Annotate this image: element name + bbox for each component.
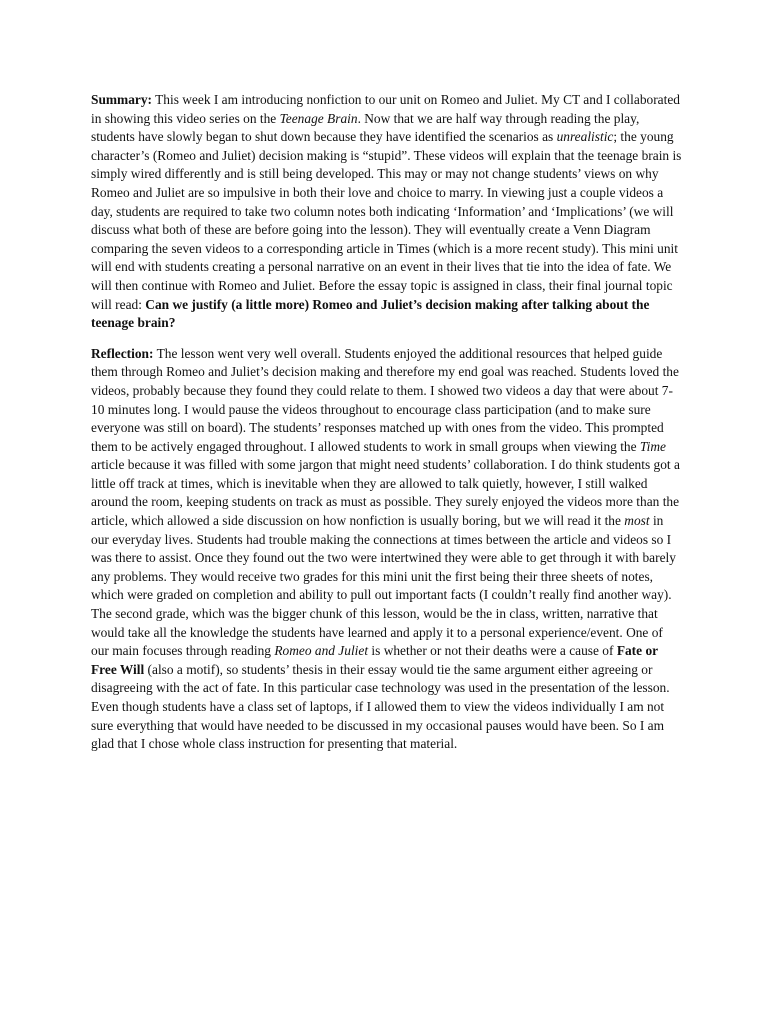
reflection-label: Reflection: (91, 345, 154, 361)
reflection-italic-romeo-and-juliet: Romeo and Juliet (274, 643, 369, 659)
document-body (91, 91, 683, 766)
summary-text-3: ; the young character’s (Romeo and Juliet) decision making is “stupid”. These videos will explain that the teenage brain is simply wired differently and is still being developed. This may or may not change students’ views on why Romeo and Juliet are so impulsive in both their love and choice to marry. In viewing just a couple videos a day, students are required to take two column notes both indicating ‘Information’ and ‘Implications’ (we will discuss what both of these are before going into the lesson). They will eventually create a Venn Diagram comparing the seven videos to a corresponding article in Times (which is a more recent study). This mini unit will end with students creating a personal narrative on an event in their lives that tie into the idea of fate. We will then continue with Romeo and Juliet. Before the essay topic is assigned in class, their final journal topic will read: (91, 129, 682, 312)
summary-text-2: . Now that we are half way through reading the play, students have slowly began to shut down because they have identified the scenarios as (91, 110, 640, 145)
summary-journal-question: Can we justify (a little more) Romeo and Juliet’s decision making after talking about the teenage brain? (91, 296, 650, 331)
summary-italic-unrealistic: unrealistic (556, 129, 614, 145)
reflection-text-5: (also a motif), so students’ thesis in their essay would tie the same argument either agreeing or disagreeing with the act of fate. In this particular case technology was used in the presentation of the lesson. Even though students have a class set of laptops, if I allowed them to view the videos individually I am not sure everything that would have needed to be discussed in my occasional pauses would have been. So I am glad that I chose whole class instruction for presenting that material. (91, 661, 670, 752)
reflection-italic-most: most (624, 513, 650, 529)
summary-paragraph (91, 91, 683, 333)
reflection-text-3: in our everyday lives. Students had trouble making the connections at times between the article and videos so I was there to assist. Once they found out the two were intertwined they were able to get through it with barely any problems. They would receive two grades for this mini unit the first being their three sheets of notes, which were graded on completion and ability to pull out important facts (I couldn’t really find another way). The second grade, which was the bigger chunk of this lesson, would be the in class, written, narrative that would take all the knowledge the students have learned and apply it to a personal experience/event. One of our main focuses through reading (91, 513, 676, 659)
reflection-text-1: The lesson went very well overall. Students enjoyed the additional resources that helped guide them through Romeo and Juliet’s decision making and therefore my end goal was reached. Students loved the videos, probably because they found they could relate to them. I showed two videos a day that were about 7-10 minutes long. I would pause the videos throughout to encourage class participation (and to make sure everyone was still on board). The students’ responses matched up with ones from the video. This prompted them to be actively engaged throughout. I allowed students to work in small groups when viewing the (91, 345, 679, 454)
reflection-paragraph (91, 345, 683, 754)
summary-italic-teenage-brain: Teenage Brain (279, 110, 358, 126)
summary-label: Summary: (91, 92, 152, 107)
reflection-bold-fate-or-free-will: Fate or Free Will (91, 643, 658, 677)
reflection-italic-time: Time (639, 438, 666, 454)
reflection-text-4: is whether or not their deaths were a cause of (368, 643, 617, 659)
reflection-text-2: article because it was filled with some jargon that might need students’ collaboration. I do think students got a little off track at times, which is inevitable when they are allowed to talk quietly, however, I still walked around the room, keeping students on track as must as possible. They surely enjoyed the videos more than the article, which allowed a side discussion on how nonfiction is usually boring, but we will read it the (91, 457, 680, 529)
summary-text-1: This week I am introducing nonfiction to our unit on Romeo and Juliet. My CT and I collaborated in showing this video series on the (91, 92, 680, 126)
